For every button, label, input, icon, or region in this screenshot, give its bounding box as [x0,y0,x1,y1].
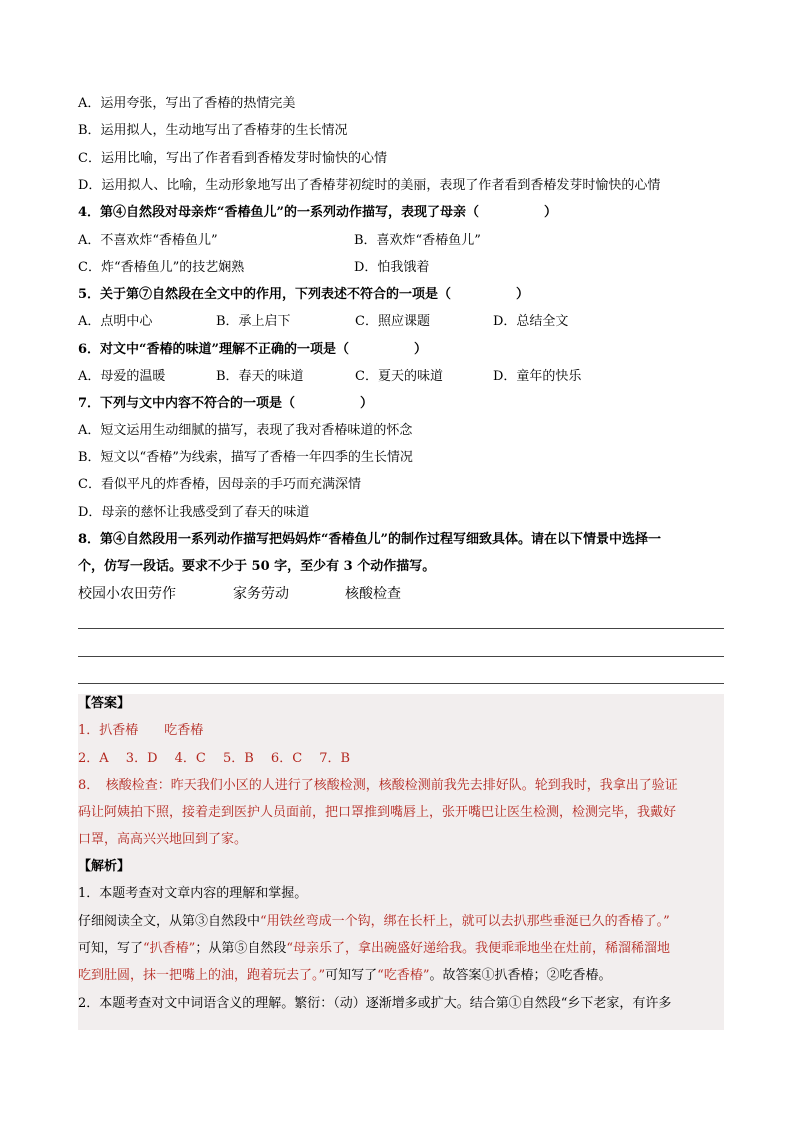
q8-stem-line-2: 个，仿写一段话。要求不少于 50 字，至少有 3 个动作描写。 [78,559,436,574]
analysis-2-text-a: 2．本题考查对文中词语含义的理解。 [78,996,295,1011]
analysis-1-keyword-1: “扒香椿” [143,941,196,956]
q6-option-d: D．童年的快乐 [493,369,582,384]
analysis-1-line-2-text-c: ；从第⑤自然段 [195,941,287,956]
analysis-1-line-1-text: 仔细阅读全文，从第③自然段中 [78,914,261,929]
analysis-1-quote-2-end: 吃到肚圆，抹一把嘴上的油，跑着玩去了。” [78,968,326,983]
q4-options-row-2 [78,258,724,278]
analysis-2-text-b: 繁衍：（动）逐渐增多或扩大。结合第①自然段“乡下老家，有许多 [294,996,672,1011]
q6-options-row [78,367,724,387]
answer-2-7: 2．A 3．D 4．C 5．B 6．C 7．B [78,751,351,766]
q7-stem: 7．下列与文中内容不符合的一项是（ ） [78,396,374,411]
answer-8-line-3: 口罩，高高兴兴地回到了家。 [78,832,248,847]
q8-scenario-3: 核酸检查 [345,586,401,602]
analysis-1-quote-2: “母亲乐了，拿出碗盛好递给我。我便乖乖地坐在灶前，稀溜稀溜地 [286,941,670,956]
analysis-1-conclusion: 。故答案①扒香椿；②吃香椿。 [429,968,612,983]
q5-option-b: B．承上启下 [216,314,291,329]
q5-stem: 5．关于第⑦自然段在全文中的作用，下列表述不符合的一项是（ ） [78,287,530,302]
answer-8-line-2: 码让阿姨拍下照，接着走到医护人员面前，把口罩推到嘴唇上，张开嘴巴让医生检测，检测完毕，我戴好 [78,805,677,820]
answer-line-2[interactable] [78,656,724,657]
analysis-2-line-1 [78,994,671,1014]
q4-stem: 4．第④自然段对母亲炸“香椿鱼儿”的一系列动作描写，表现了母亲（ ） [78,205,558,220]
q6-option-c: C．夏天的味道 [355,369,443,384]
q6-option-b: B．春天的味道 [216,369,304,384]
q4-option-a: A．不喜欢炸“香椿鱼儿” [78,233,218,248]
analysis-1-keyword-2: “吃香椿” [377,968,430,983]
analysis-heading: 【解析】 [78,859,131,874]
q7-option-a: A．短文运用生动细腻的描写，表现了我对香椿味道的怀念 [78,423,413,438]
q3-option-b: B．运用拟人，生动地写出了香椿芽的生长情况 [78,123,348,138]
q7-option-d: D．母亲的慈怀让我感受到了春天的味道 [78,505,310,520]
q5-option-c: C．照应课题 [355,314,430,329]
analysis-1-quote-1: “用铁丝弯成一个钩，绑在长杆上，就可以去扒那些垂涎已久的香椿了。” [260,914,670,929]
analysis-1-line-3-text-b: 可知写了 [325,968,378,983]
analysis-1-line-2-text-a: 可知，写了 [78,941,144,956]
q4-options-row-1 [78,231,724,251]
q7-option-c: C．看似平凡的炸香椿，因母亲的手巧而充满深情 [78,477,361,492]
q7-option-b: B．短文以“香椿”为线索，描写了香椿一年四季的生长情况 [78,450,413,465]
q8-scenario-1: 校园小农田劳作 [78,586,176,602]
analysis-1-intro: 1．本题考查对文章内容的理解和掌握。 [78,886,308,901]
q5-option-d: D．总结全文 [493,314,569,329]
analysis-1-line-2 [78,939,670,959]
q4-option-c: C．炸“香椿鱼儿”的技艺娴熟 [78,260,245,275]
q3-option-a: A．运用夸张，写出了香椿的热情完美 [78,96,296,111]
q8-scenario-2: 家务劳动 [233,586,289,602]
q4-option-d: D．怕我饿着 [354,260,430,275]
q6-stem: 6．对文中“香椿的味道”理解不正确的一项是（ ） [78,342,428,357]
q5-options-row [78,312,724,332]
q8-scenarios-row [78,584,724,604]
q4-option-b: B．喜欢炸“香椿鱼儿” [354,233,481,248]
q3-option-c: C．运用比喻，写出了作者看到香椿发芽时愉快的心情 [78,151,387,166]
answer-1: 1．扒香椿 吃香椿 [78,723,204,738]
q6-option-a: A．母爱的温暖 [78,369,166,384]
q3-option-d: D．运用拟人、比喻，生动形象地写出了香椿芽初绽时的美丽，表现了作者看到香椿发芽时愉快的心情 [78,178,661,193]
answer-heading: 【答案】 [78,696,131,711]
q8-stem-line-1: 8．第④自然段用一系列动作描写把妈妈炸“香椿鱼儿”的制作过程写细致具体。请在以下情景中选择一 [78,532,662,547]
analysis-1-line-3 [78,966,611,986]
analysis-1-line-1 [78,912,670,932]
q5-option-a: A．点明中心 [78,314,153,329]
answer-line-3[interactable] [78,683,724,684]
answer-line-1[interactable] [78,628,724,629]
answer-8-line-1: 8． 核酸检查：昨天我们小区的人进行了核酸检测，核酸检测前我先去排好队。轮到我时，我拿出了验证 [78,778,678,793]
